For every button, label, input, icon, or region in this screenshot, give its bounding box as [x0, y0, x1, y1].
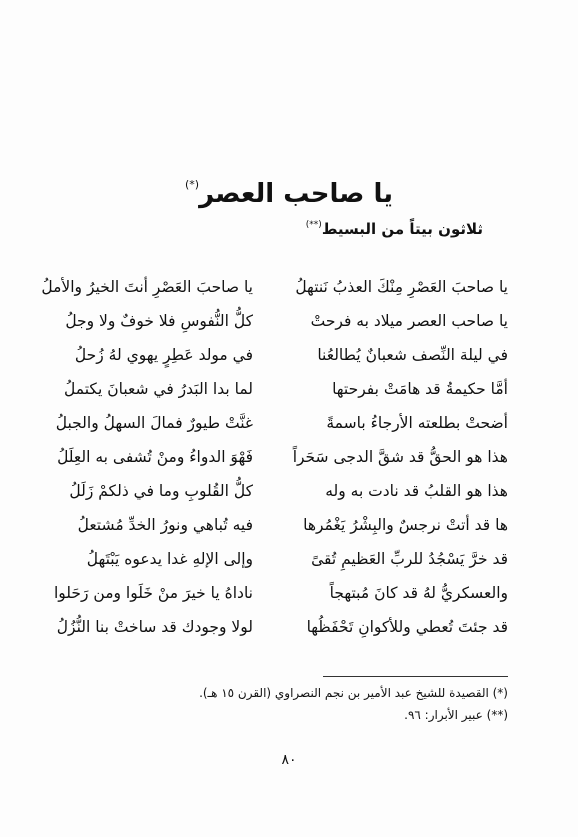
verse-second-hemistich: لما بدا البَدرُ في شعبانَ يكتملُ: [64, 380, 253, 398]
verse-first-hemistich: قد جئتَ تُعطي وللأكوانِ تَحْفَظُها: [306, 618, 508, 636]
verse-first-hemistich: أمَّا حكيمةُ قد هامَتْ بفرحتها: [332, 380, 508, 398]
verse-first-hemistich: أضحتْ بطلعته الأرجاءُ باسمةً: [326, 414, 508, 432]
verse-first-hemistich: والعسكريُّ لهُ قد كانَ مُبتهجاً: [329, 584, 508, 602]
verse-second-hemistich: فَهْوَ الدواءُ ومنْ تُشفى به العِلَلُ: [57, 448, 253, 466]
poem-title-text: يا صاحب العصر: [199, 179, 393, 209]
verse-first-hemistich: ها قد أتتْ نرجسٌ والبِشْرُ يَغْمُرها: [303, 516, 508, 534]
title-footnote-marker: (*): [184, 178, 200, 191]
verse-first-hemistich: يا صاحب العصر ميلاد به فرحتْ: [310, 312, 508, 330]
verse-second-hemistich: يا صاحبَ العَصْرِ أنتَ الخيرُ والأملُ: [41, 278, 253, 296]
poem-subtitle: [306, 214, 483, 240]
footnote-divider: [323, 676, 508, 677]
verse-second-hemistich: ناداهُ يا خيرَ منْ خَلَوا ومن رَحَلوا: [53, 584, 253, 602]
verse-second-hemistich: فيه تُباهي ونورُ الخدِّ مُشتعلُ: [77, 516, 253, 534]
verse-second-hemistich: وإلى الإلهِ غدا يدعوه يَبْتَهلُ: [86, 550, 253, 568]
verse-second-hemistich: كلُّ القُلوبِ وما في ذلكمْ زَلَلُ: [69, 482, 253, 500]
poem-title: [0, 168, 578, 211]
verses-block: [0, 270, 578, 636]
verse-second-hemistich: لولا وجودك قد ساختْ بنا النُّزُلُ: [56, 618, 253, 636]
poem-subtitle-text: ثلاثون بيتاً من البسيط: [321, 220, 483, 238]
verses-second-hemistich-column: [41, 270, 253, 644]
page-number: ٨٠: [281, 752, 297, 768]
verse-first-hemistich: قد خرَّ يَسْجُدُ للربِّ العَظيمِ تُقىً: [311, 550, 508, 568]
verse-second-hemistich: كلُّ النُّفوسِ فلا خوفٌ ولا وجلُ: [65, 312, 253, 330]
verses-first-hemistich-column: [288, 270, 508, 644]
verse-first-hemistich: يا صاحبَ العَصْرِ مِنْكَ العذبُ نَنتهلُ: [295, 278, 508, 296]
verse-first-hemistich: هذا هو القلبُ قد نادت به وله: [325, 482, 508, 500]
verse-second-hemistich: في مولد عَطِرٍ يهوي لهُ زُحلُ: [74, 346, 253, 364]
subtitle-footnote-marker: (**): [305, 220, 322, 230]
verse-second-hemistich: غنَّتْ طيورٌ فمالَ السهلُ والجبلُ: [55, 414, 253, 432]
footnote-title-source: (*) القصيدة للشيخ عبد الأمير بن نجم النصراوي (القرن ١٥ هـ).: [199, 686, 508, 700]
verse-first-hemistich: هذا هو الحقُّ قد شقَّ الدجى سَحَراً: [292, 448, 508, 466]
footnote-subtitle-source: (**) عبير الأبرار: ٩٦.: [404, 708, 508, 722]
verse-first-hemistich: في ليلة النِّصف شعبانٌ يُطالعُنا: [317, 346, 508, 364]
footnotes: [68, 682, 508, 726]
